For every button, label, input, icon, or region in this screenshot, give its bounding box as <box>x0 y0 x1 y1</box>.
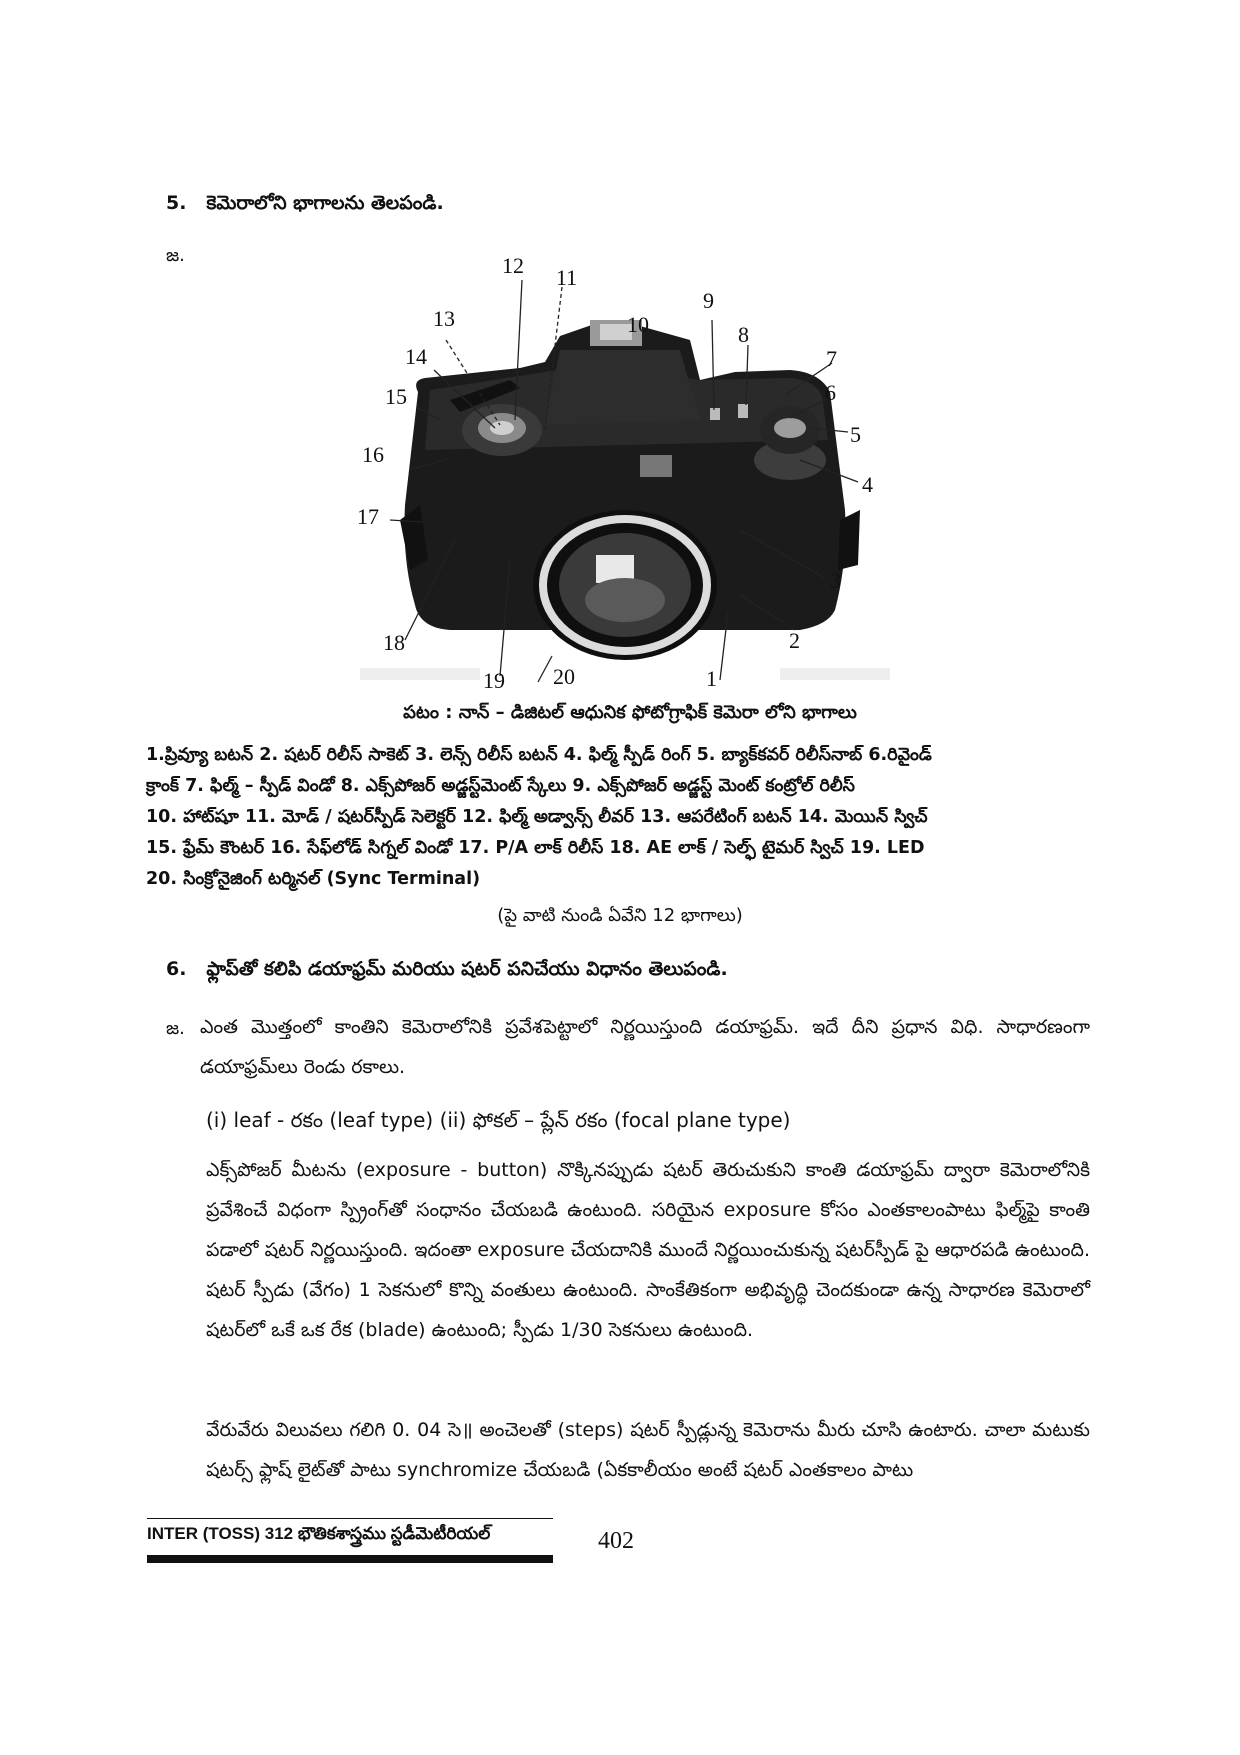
figure-label-9: 9 <box>703 288 714 313</box>
question-text: కెమెరాలోని భాగాలను తెలపండి. <box>206 192 444 214</box>
footer-rule-bottom <box>147 1555 553 1563</box>
answer-6-paragraph-2: ఎక్స్‌పోజర్ మీటను (exposure - button) నొక్కినప్పుడు షటర్ తెరుచుకుని కాంతి డయాఫ్రమ్ ద్వారా కెమెరాలోనికి ప్రవేశించే విధంగా స్ప్రింగ్‌తో సంధానం చేయబడి ఉంటుంది. సరియైన exposure కోసం ఎంతకాలంపాటు ఫిల్మ్‌పై కాంతి పడాలో షటర్ నిర్ణయిస్తుంది. ఇదంతా exposure చేయదానికి ముందే నిర్ణయించుకున్న షటర్‌స్పీడ్ పై ఆధారపడి ఉంటుంది. షటర్ స్పీడు (వేగం) 1 సెకనులో కొన్ని వంతులు ఉంటుంది. సాంకేతికంగా అభివృద్ధి చెందకుండా ఉన్న సాధారణ కెమెరాలో షటర్‌లో ఒకే ఒక రేక (blade) ఉంటుంది; స్పీడు 1/30 సెకనులు ఉంటుంది. <box>206 1159 1090 1341</box>
camera-figure <box>0 0 1240 710</box>
page-number: 402 <box>598 1528 634 1554</box>
parts-line: 1.ప్రివ్యూ బటన్ 2. షటర్ రిలీస్ సాకెట్ 3. లెన్స్ రిలీస్ బటన్ 4. ఫిల్మ్ స్పీడ్ రింగ్ 5. బ్యాక్‌కవర్ రిలీస్‌నాబ్ 6.రివైండ్ <box>146 745 932 765</box>
figure-label-17: 17 <box>357 504 379 529</box>
answer-label: జ. <box>166 245 185 266</box>
diaphragm-types: (i) leaf - రకం (leaf type) (ii) ఫోకల్ – ప్లేన్ రకం (focal plane type) <box>206 1108 791 1132</box>
figure-caption: పటం : నాన్ – డిజిటల్ ఆధునిక ఫోటోగ్రాఫిక్ కెమెరా లోని భాగాలు <box>403 702 857 723</box>
figure-label-8: 8 <box>738 322 749 347</box>
figure-label-18: 18 <box>383 630 405 655</box>
figure-label-1: 1 <box>706 666 717 691</box>
figure-label-10: 10 <box>627 312 649 337</box>
parts-list <box>146 740 1094 895</box>
parts-line: 10. హాట్‌షూ 11. మోడ్ / షటర్‌స్పీడ్ సెలెక్టర్ 12. ఫిల్మ్ అడ్వాన్స్ లీవర్ 13. ఆపరేటింగ్ బటన్ 14. మెయిన్ స్విచ్ <box>146 807 928 827</box>
parts-line: 20. సింక్రోనైజింగ్ టర్మినల్ (Sync Terminal) <box>146 869 481 889</box>
figure-label-19: 19 <box>483 668 505 693</box>
answer-label-6: జ. <box>166 1018 185 1039</box>
figure-label-15: 15 <box>385 384 407 409</box>
answer-6-paragraph-3: వేరువేరు విలువలు గలిగి 0. 04 సె॥ అంచెలతో (steps) షటర్ స్పీడ్లున్న కెమెరాను మీరు చూసి ఉంటారు. చాలా మటుకు షటర్స్ ఫ్లాష్ లైట్‌తో పాటు synchromize చేయబడి (ఏకకాలీయం అంటే షటర్ ఎంతకాలం పాటు <box>206 1419 1090 1481</box>
figure-label-2: 2 <box>789 628 800 653</box>
parts-line: క్రాంక్ 7. ఫిల్మ్ – స్పీడ్ విండో 8. ఎక్స్‌పోజర్ అడ్జస్ట్‌మెంట్ స్కేలు 9. ఎక్స్‌పోజర్ అడ్జస్ట్ మెంట్ కంట్రోల్ రిలీస్ <box>146 776 855 796</box>
figure-label-14: 14 <box>405 344 427 369</box>
footer-rule-top <box>147 1518 553 1519</box>
camera-illustration <box>400 320 860 660</box>
figure-label-11: 11 <box>556 265 578 290</box>
figure-label-20: 20 <box>553 664 575 689</box>
figure-label-7: 7 <box>826 346 837 371</box>
parts-line: 15. ఫ్రేమ్ కౌంటర్ 16. సేఫ్‌లోడ్ సిగ్నల్ విండో 17. P/A లాక్ రిలీస్ 18. AE లాక్ / సెల్ఫ్ టైమర్ స్విచ్ 19. LED <box>146 838 925 858</box>
parts-note: (పై వాటి నుండి ఏవేని 12 భాగాలు) <box>497 905 743 926</box>
question-text: ఫ్లాప్‌తో కలిపి డయాఫ్రమ్ మరియు షటర్ పనిచేయు విధానం తెలుపండి. <box>206 958 728 980</box>
figure-label-12: 12 <box>502 253 524 278</box>
question-number: 5. <box>166 192 187 214</box>
figure-label-5: 5 <box>850 422 861 447</box>
figure-label-16: 16 <box>362 442 384 467</box>
footer-title: INTER (TOSS) 312 భౌతికశాస్త్రము స్టడీమెటీరియల్ <box>147 1524 491 1543</box>
question-number: 6. <box>166 958 187 980</box>
question-6 <box>166 958 728 985</box>
figure-label-4: 4 <box>862 472 873 497</box>
figure-label-3: 3 <box>830 568 841 593</box>
answer-6-paragraph-1: ఎంత మొత్తంలో కాంతిని కెమెరాలోనికి ప్రవేశపెట్టాలో నిర్ణయిస్తుంది డయాఫ్రమ్. ఇదే దీని ప్రధాన విధి. సాధారణంగా డయాఫ్రమ్‌లు రెండు రకాలు. <box>200 1016 1090 1078</box>
figure-label-13: 13 <box>433 306 455 331</box>
figure-label-6: 6 <box>825 380 836 405</box>
